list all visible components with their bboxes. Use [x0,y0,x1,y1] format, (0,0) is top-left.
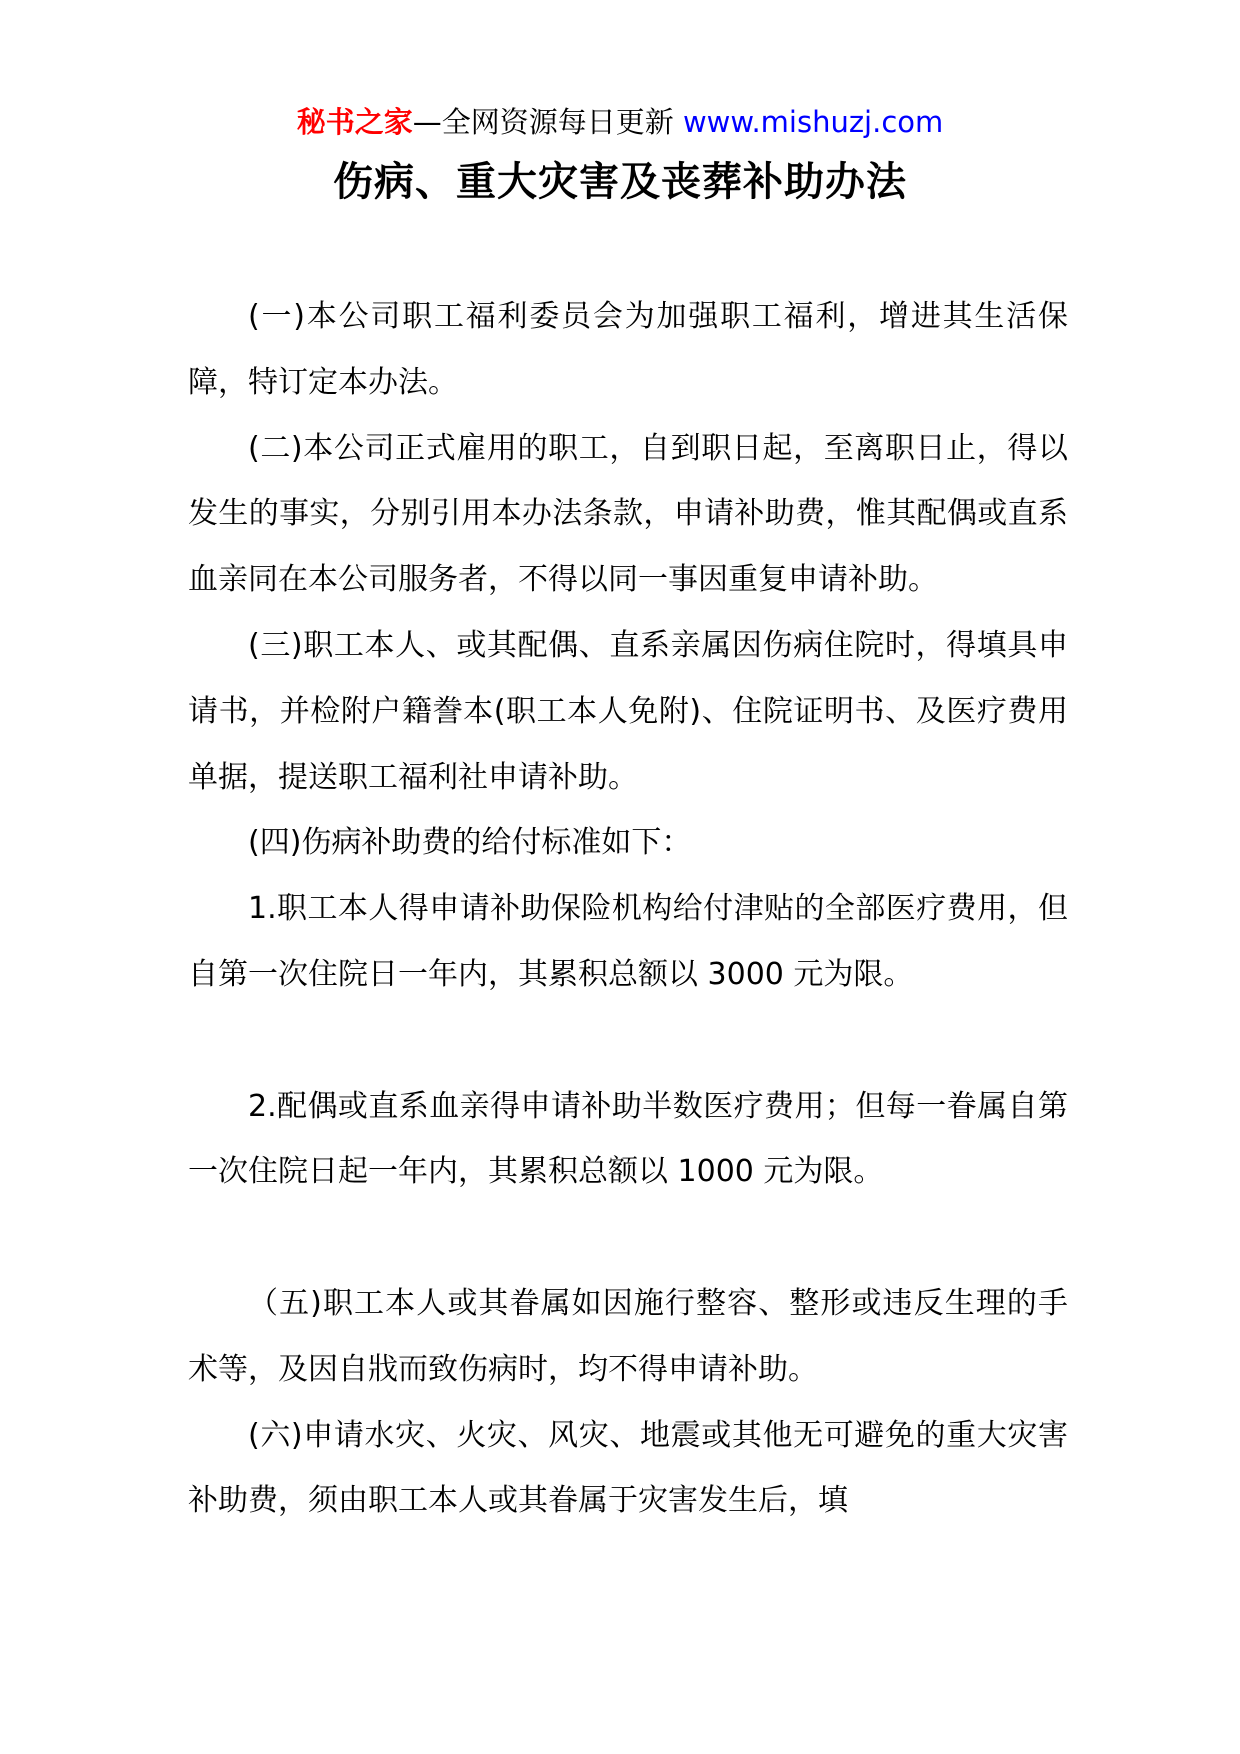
paragraph-8: (六)申请水灾、火灾、风灾、地震或其他无可避免的重大灾害补助费，须由职工本人或其眷属于灾害发生后，填 [188,1417,1068,1519]
paragraph-3: (三)职工本人、或其配偶、直系亲属因伤病住院时，得填具申请书，并检附户籍誊本(职工本人免附)、住院证明书、及医疗费用单据，提送职工福利社申请补助。 [188,627,1068,795]
paragraph-2: (二)本公司正式雇用的职工，自到职日起，至离职日止，得以发生的事实，分别引用本办法条款，申请补助费，惟其配偶或直系血亲同在本公司服务者，不得以同一事因重复申请补助。 [188,430,1068,598]
paragraph-5: 1.职工本人得申请补助保险机构给付津贴的全部医疗费用，但自第一次住院日一年内，其累积总额以 3000 元为限。 [188,891,1068,992]
site-url-link[interactable]: www.mishuzj.com [682,105,944,139]
document-title: 伤病、重大灾害及丧葬补助办法 [333,159,907,205]
paragraph-6: 2.配偶或直系血亲得申请补助半数医疗费用；但每一眷属自第一次住院日起一年内，其累积总额以 1000 元为限。 [188,1088,1068,1190]
paragraph-7: （五)职工本人或其眷属如因施行整容、整形或违反生理的手术等，及因自戕而致伤病时，均不得申请补助。 [188,1285,1068,1387]
site-header [0,102,1240,142]
document-body [188,284,1068,1534]
brand-name: 秘书之家 [296,105,413,139]
paragraph-4: (四)伤病补助费的给付标准如下： [248,825,692,861]
paragraph-1: (一)本公司职工福利委员会为加强职工福利，增进其生活保障，特订定本办法。 [188,299,1068,400]
header-slogan: —全网资源每日更新 [412,105,674,139]
